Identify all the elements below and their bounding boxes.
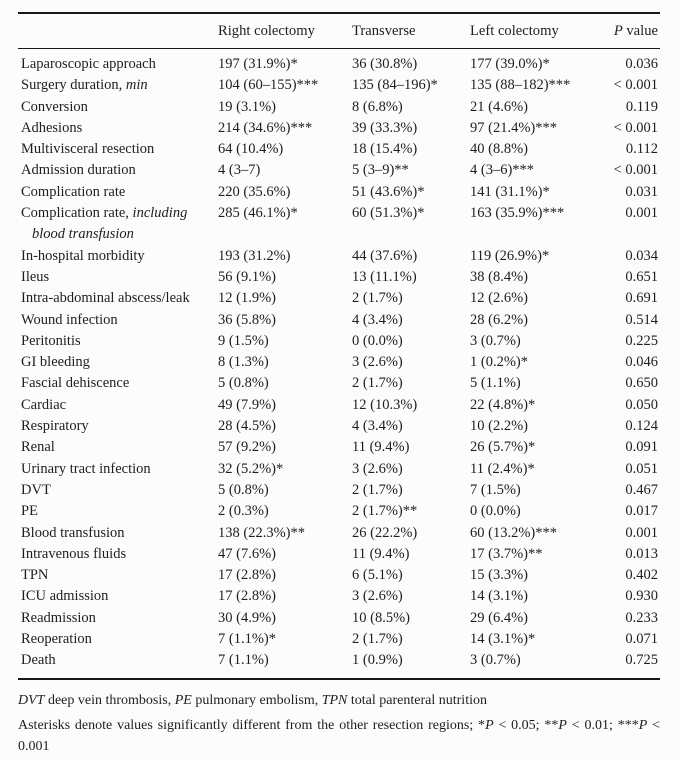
footnote-abbreviations: [18, 691, 660, 712]
row-label: [18, 160, 218, 181]
row-label-line1: [21, 288, 218, 309]
table-row: [18, 331, 660, 352]
table-row: [18, 608, 660, 629]
table-row: [18, 373, 660, 394]
value-cell: 32 (5.2%)*: [218, 460, 284, 477]
column-header-left-colectomy: Left colectomy: [470, 13, 612, 49]
value-cell: 12 (1.9%): [218, 290, 276, 307]
p-value-cell: 0.514: [625, 311, 658, 328]
value-cell: 214 (34.6%)***: [218, 119, 313, 136]
value-cell: 8 (1.3%): [218, 354, 269, 371]
value-cell: 17 (3.7%)**: [470, 545, 543, 562]
row-label: [18, 97, 218, 118]
value-cell: 12 (10.3%): [352, 396, 418, 413]
value-cell: 5 (0.8%): [218, 481, 269, 498]
column-header-p-value: [612, 13, 660, 49]
text: Surgery duration,: [21, 77, 126, 94]
text: Laparoscopic approach: [21, 56, 156, 72]
row-label: [18, 373, 218, 394]
value-cell: 60 (51.3%)*: [352, 205, 425, 222]
value-cell: 5 (3–9)**: [352, 162, 409, 179]
value-cell: 17 (2.8%): [218, 567, 276, 584]
italic-text: P: [558, 718, 567, 734]
value-cell: 13 (11.1%): [352, 268, 417, 285]
table-row: [18, 352, 660, 373]
value-cell: 36 (30.8%): [352, 56, 418, 72]
value-cell: 26 (22.2%): [352, 524, 418, 541]
table-row: [18, 310, 660, 331]
value-cell: 2 (1.7%): [352, 631, 403, 648]
value-cell: 177 (39.0%)*: [470, 56, 550, 72]
row-label: [18, 310, 218, 331]
italic-text: PE: [174, 692, 192, 708]
value-cell: 60 (13.2%)***: [470, 524, 557, 541]
value-cell: 2 (1.7%): [352, 290, 403, 307]
column-header-right-colectomy: Right colectomy: [218, 13, 352, 49]
p-value-cell: 0.017: [625, 503, 658, 520]
text: Wound infection: [21, 311, 118, 328]
text: < 0.01; ***: [566, 718, 639, 734]
value-cell: 3 (2.6%): [352, 460, 403, 477]
row-label-line1: [21, 437, 218, 458]
row-label-line1: [21, 501, 218, 522]
italic-text: P: [485, 718, 494, 734]
italic-text: P: [638, 718, 648, 734]
italic-text: blood transfusion: [32, 226, 134, 243]
table-row: [18, 203, 660, 246]
table-row: [18, 501, 660, 522]
value-cell: 2 (1.7%)**: [352, 503, 418, 520]
value-cell: 1 (0.2%)*: [470, 354, 528, 371]
row-label-line1: [21, 629, 218, 650]
value-cell: 10 (8.5%): [352, 609, 410, 626]
value-cell: 197 (31.9%)*: [218, 56, 298, 72]
value-cell: 138 (22.3%)**: [218, 524, 305, 541]
text: Complication rate,: [21, 205, 133, 222]
text: Asterisks denote values significantly different from the other resection regions; *: [18, 718, 486, 734]
p-value-cell: 0.001: [625, 524, 658, 541]
value-cell: 29 (6.4%): [470, 609, 528, 626]
table-row: [18, 523, 660, 544]
p-value-cell: 0.091: [625, 439, 658, 456]
text: GI bleeding: [21, 354, 90, 371]
row-label: [18, 523, 218, 544]
row-label: [18, 586, 218, 607]
p-value-cell: 0.725: [625, 652, 658, 669]
value-cell: 11 (2.4%)*: [470, 460, 535, 477]
value-cell: 22 (4.8%)*: [470, 396, 536, 413]
table-row: [18, 480, 660, 501]
value-cell: 57 (9.2%): [218, 439, 276, 456]
value-cell: 30 (4.9%): [218, 609, 276, 626]
row-label-line1: [21, 246, 218, 267]
text: Adhesions: [21, 119, 83, 136]
row-label: [18, 437, 218, 458]
text: Readmission: [21, 609, 96, 626]
row-label: [18, 118, 218, 139]
p-value-cell: 0.651: [625, 268, 658, 285]
text: Ileus: [21, 268, 50, 285]
text: Urinary tract infection: [21, 460, 151, 477]
table-row: [18, 118, 660, 139]
row-label-line1: [21, 565, 218, 586]
row-label: [18, 459, 218, 480]
row-label-line1: [21, 75, 218, 96]
value-cell: 163 (35.9%)***: [470, 205, 565, 222]
value-cell: 44 (37.6%): [352, 247, 418, 264]
value-cell: 5 (0.8%): [218, 375, 269, 392]
column-header-empty: [18, 13, 218, 49]
row-label-line1: [21, 139, 218, 160]
table-header: [18, 13, 660, 49]
row-label: [18, 203, 218, 246]
text: Death: [21, 652, 56, 669]
row-label: [18, 352, 218, 373]
text: Respiratory: [21, 418, 89, 435]
text: ICU admission: [21, 588, 109, 605]
row-label-line1: [21, 182, 218, 203]
row-label-line1: [21, 54, 218, 75]
p-value-cell: 0.402: [625, 567, 658, 584]
value-cell: 4 (3.4%): [352, 418, 403, 435]
p-value-cell: 0.036: [625, 56, 658, 72]
value-cell: 21 (4.6%): [470, 98, 528, 115]
row-label-line1: [21, 267, 218, 288]
row-label: [18, 182, 218, 203]
row-label-line1: [21, 523, 218, 544]
table-row: [18, 49, 660, 76]
row-label: [18, 139, 218, 160]
text: value: [622, 23, 658, 39]
row-label-line1: [21, 118, 218, 139]
italic-text: TPN: [321, 692, 348, 708]
table-row: [18, 139, 660, 160]
text: deep vein thrombosis,: [44, 692, 175, 708]
table-row: [18, 459, 660, 480]
table-row: [18, 288, 660, 309]
value-cell: 10 (2.2%): [470, 418, 528, 435]
value-cell: 2 (1.7%): [352, 375, 403, 392]
value-cell: 285 (46.1%)*: [218, 205, 298, 222]
row-label: [18, 416, 218, 437]
value-cell: 3 (2.6%): [352, 588, 403, 605]
row-label-line1: [21, 459, 218, 480]
p-value-cell: 0.233: [625, 609, 658, 626]
row-label: [18, 288, 218, 309]
row-label-line1: [21, 160, 218, 181]
row-label: [18, 395, 218, 416]
value-cell: 5 (1.1%): [470, 375, 521, 392]
value-cell: 28 (6.2%): [470, 311, 528, 328]
value-cell: 19 (3.1%): [218, 98, 276, 115]
value-cell: 40 (8.8%): [470, 141, 528, 158]
text: Reoperation: [21, 631, 92, 648]
p-value-cell: 0.001: [625, 205, 658, 222]
value-cell: 39 (33.3%): [352, 119, 418, 136]
row-label-line1: [21, 480, 218, 501]
value-cell: 51 (43.6%)*: [352, 183, 425, 200]
value-cell: 36 (5.8%): [218, 311, 276, 328]
text: Peritonitis: [21, 332, 81, 349]
p-value-cell: 0.034: [625, 247, 658, 264]
value-cell: 141 (31.1%)*: [470, 183, 550, 200]
p-value-cell: 0.225: [625, 332, 658, 349]
table-row: [18, 160, 660, 181]
value-cell: 4 (3–6)***: [470, 162, 535, 179]
p-value-cell: 0.031: [625, 183, 658, 200]
p-value-cell: 0.691: [625, 290, 658, 307]
row-label-line1: [21, 544, 218, 565]
value-cell: 47 (7.6%): [218, 545, 276, 562]
text: PE: [21, 503, 38, 520]
value-cell: 104 (60–155)***: [218, 77, 319, 94]
italic-text: DVT: [18, 692, 45, 708]
value-cell: 3 (0.7%): [470, 652, 521, 669]
text: Renal: [21, 439, 55, 456]
p-value-cell: 0.650: [625, 375, 658, 392]
row-label: [18, 267, 218, 288]
text: total parenteral nutrition: [347, 692, 487, 708]
value-cell: 15 (3.3%): [470, 567, 528, 584]
row-label-line1: [21, 331, 218, 352]
row-label-line1: [21, 395, 218, 416]
text: Conversion: [21, 98, 88, 115]
table-body: [18, 49, 660, 679]
value-cell: 97 (21.4%)***: [470, 119, 557, 136]
value-cell: 135 (88–182)***: [470, 77, 571, 94]
footnotes: [18, 691, 660, 758]
value-cell: 193 (31.2%): [218, 247, 291, 264]
value-cell: 38 (8.4%): [470, 268, 528, 285]
value-cell: 119 (26.9%)*: [470, 247, 550, 264]
text: TPN: [21, 567, 49, 584]
value-cell: 18 (15.4%): [352, 141, 418, 158]
text: Fascial dehiscence: [21, 375, 130, 392]
table-row: [18, 182, 660, 203]
text: < 0.05; **: [493, 718, 559, 734]
text: < 0.001: [18, 718, 660, 754]
value-cell: 14 (3.1%)*: [470, 631, 536, 648]
text: In-hospital morbidity: [21, 247, 145, 264]
table-row: [18, 97, 660, 118]
row-label: [18, 49, 218, 76]
text: Cardiac: [21, 396, 67, 413]
value-cell: 4 (3.4%): [352, 311, 403, 328]
value-cell: 2 (1.7%): [352, 481, 403, 498]
value-cell: 11 (9.4%): [352, 439, 410, 456]
value-cell: 14 (3.1%): [470, 588, 528, 605]
row-label: [18, 246, 218, 267]
row-label: [18, 629, 218, 650]
value-cell: 220 (35.6%): [218, 183, 291, 200]
p-value-cell: 0.124: [625, 418, 658, 435]
value-cell: 7 (1.1%)*: [218, 631, 276, 648]
text: DVT: [21, 481, 51, 498]
value-cell: 6 (5.1%): [352, 567, 403, 584]
table-row: [18, 544, 660, 565]
value-cell: 0 (0.0%): [352, 332, 403, 349]
row-label-line1: [21, 608, 218, 629]
value-cell: 28 (4.5%): [218, 418, 276, 435]
text: pulmonary embolism,: [191, 692, 322, 708]
row-label: [18, 544, 218, 565]
value-cell: 2 (0.3%): [218, 503, 269, 520]
table-row: [18, 629, 660, 650]
p-value-cell: 0.467: [625, 481, 658, 498]
text: Complication rate: [21, 183, 126, 200]
p-value-cell: 0.112: [625, 141, 658, 158]
italic-text: min: [125, 77, 148, 94]
row-label: [18, 565, 218, 586]
value-cell: 17 (2.8%): [218, 588, 276, 605]
row-label-line1: [21, 650, 218, 671]
p-value-cell: < 0.001: [613, 162, 658, 179]
value-cell: 4 (3–7): [218, 162, 261, 179]
value-cell: 49 (7.9%): [218, 396, 276, 413]
value-cell: 8 (6.8%): [352, 98, 403, 115]
row-label-line1: [21, 203, 218, 224]
text: Intra-abdominal abscess/leak: [21, 290, 190, 307]
text: Intravenous fluids: [21, 545, 127, 562]
p-value-cell: 0.930: [625, 588, 658, 605]
footnote-asterisks: [18, 716, 660, 757]
p-value-cell: < 0.001: [613, 119, 658, 136]
table-row: [18, 267, 660, 288]
row-label: [18, 480, 218, 501]
value-cell: 64 (10.4%): [218, 141, 284, 158]
text: Blood transfusion: [21, 524, 125, 541]
table-row: [18, 565, 660, 586]
row-label-line1: [21, 586, 218, 607]
outcomes-table: [18, 12, 660, 680]
row-label-line1: [21, 310, 218, 331]
text: Multivisceral resection: [21, 141, 155, 158]
value-cell: 56 (9.1%): [218, 268, 276, 285]
row-label-line1: [21, 97, 218, 118]
value-cell: 26 (5.7%)*: [470, 439, 536, 456]
column-header-transverse: Transverse: [352, 13, 470, 49]
row-label: [18, 608, 218, 629]
p-value-cell: 0.046: [625, 354, 658, 371]
p-value-cell: 0.013: [625, 545, 658, 562]
row-label-line1: [21, 373, 218, 394]
value-cell: 135 (84–196)*: [352, 77, 438, 94]
p-value-cell: 0.050: [625, 396, 658, 413]
value-cell: 7 (1.1%): [218, 652, 269, 669]
text: Admission duration: [21, 162, 136, 179]
p-value-cell: 0.071: [625, 631, 658, 648]
row-label-line1: [21, 352, 218, 373]
table-row: [18, 650, 660, 678]
row-label: [18, 331, 218, 352]
value-cell: 11 (9.4%): [352, 545, 410, 562]
table-row: [18, 395, 660, 416]
table-row: [18, 246, 660, 267]
row-label-line2: [21, 224, 218, 245]
table-row: [18, 586, 660, 607]
p-value-cell: 0.119: [625, 98, 658, 115]
row-label: [18, 75, 218, 96]
p-value-cell: 0.051: [625, 460, 658, 477]
row-label: [18, 501, 218, 522]
value-cell: 7 (1.5%): [470, 481, 521, 498]
value-cell: 3 (0.7%): [470, 332, 521, 349]
table-row: [18, 416, 660, 437]
value-cell: 9 (1.5%): [218, 332, 269, 349]
value-cell: 1 (0.9%): [352, 652, 403, 669]
value-cell: 3 (2.6%): [352, 354, 403, 371]
value-cell: 12 (2.6%): [470, 290, 528, 307]
p-value-cell: < 0.001: [613, 77, 658, 94]
row-label: [18, 650, 218, 678]
row-label-line1: [21, 416, 218, 437]
table-row: [18, 75, 660, 96]
table-row: [18, 437, 660, 458]
header-row: [18, 13, 660, 49]
value-cell: 0 (0.0%): [470, 503, 521, 520]
italic-text: P: [613, 23, 623, 39]
italic-text: including: [132, 205, 188, 222]
